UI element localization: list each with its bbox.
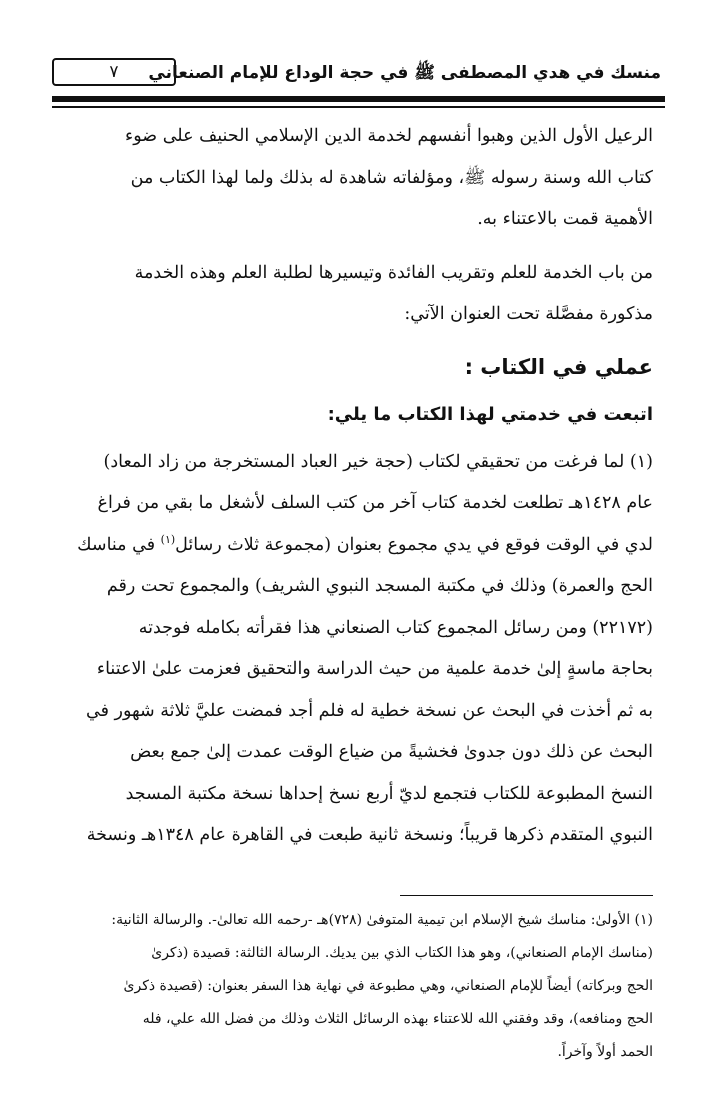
text-line: (١) لما فرغت من تحقيقي لكتاب (حجة خير العباد المستخرجة من زاد المعاد) <box>103 451 653 472</box>
work-paragraph <box>53 442 653 857</box>
text-line: (٢٢١٧٢) ومن رسائل المجموع كتاب الصنعاني هذا فقرأته بكامله فوجدته <box>138 617 653 638</box>
footnote-line: الحمد أولاً وآخراً. <box>557 1044 653 1060</box>
body-text <box>53 116 653 857</box>
footnote-line: (١) الأولىٰ: مناسك شيخ الإسلام ابن تيمية المتوفىٰ (٧٢٨)هـ -رحمه الله تعالىٰ-. والرسالة الثانية: <box>111 912 653 928</box>
text-line: عام ١٤٢٨هـ تطلعت لخدمة كتاب آخر من كتب السلف لأشغل ما بقي من فراغ <box>97 493 653 513</box>
service-paragraph <box>53 253 653 336</box>
footnote-line: (مناسك الإمام الصنعاني)، وهو هذا الكتاب الذي بين يديك. الرسالة الثالثة: قصيدة (ذكرىٰ <box>151 945 653 961</box>
footnote-reference[interactable]: (١) <box>160 532 176 546</box>
text-line: به ثم أخذت في البحث عن نسخة خطية له فلم أجد فمضت عليَّ ثلاثة شهور في <box>85 700 653 721</box>
running-header <box>44 58 661 90</box>
text-line-with-footnote <box>53 525 653 567</box>
text-line: الحج والعمرة) وذلك في مكتبة المسجد النبوي الشريف) والمجموع تحت رقم <box>106 576 653 596</box>
page-number: ٧ <box>52 58 176 86</box>
section-subheading: اتبعت في خدمتي لهذا الكتاب ما يلي: <box>327 403 653 425</box>
text-line: الرعيل الأول الذين وهبوا أنفسهم لخدمة الدين الإسلامي الحنيف على ضوء <box>125 126 653 146</box>
text-line: كتاب الله وسنة رسوله ﷺ، ومؤلفاته شاهدة له بذلك ولما لهذا الكتاب من <box>130 167 653 188</box>
text-line: بحاجة ماسةٍ إلىٰ خدمة علمية من حيث الدراسة والتحقيق فعزمت علىٰ الاعتناء <box>96 659 653 679</box>
line-text: لدي في الوقت فوقع في يدي مجموع بعنوان (مجموعة ثلاث رسائل <box>175 534 653 555</box>
footnote-line: الحج ومنافعه)، وقد وفقني الله للاعتناء بهذه الرسائل الثلاث وذلك من فضل الله علي، فله <box>142 1011 653 1027</box>
footnote <box>53 904 653 1069</box>
header-rule-thin <box>52 106 665 108</box>
text-line: البحث عن ذلك دون جدوىٰ فخشيةً من ضياع الوقت عمدت إلىٰ جمع بعض <box>130 742 653 762</box>
text-line: مذكورة مفصَّلة تحت العنوان الآتي: <box>404 304 653 324</box>
section-heading: عملي في الكتاب : <box>464 354 653 379</box>
header-title: منسك في هدي المصطفى ﷺ في حجة الوداع للإمام الصنعاني <box>148 63 661 83</box>
text-line: الأهمية قمت بالاعتناء به. <box>477 209 653 229</box>
footnote-separator <box>400 895 653 896</box>
text-line: النسخ المطبوعة للكتاب فتجمع لديّ أربع نسخ إحداها نسخة مكتبة المسجد <box>125 783 653 804</box>
footnote-line: الحج وبركاته) أيضاً للإمام الصنعاني، وهي مطبوعة في نهاية هذا السفر بعنوان: (قصيدة ذكرىٰ <box>123 978 653 994</box>
intro-paragraph <box>53 116 653 241</box>
paragraph-gap <box>53 241 653 253</box>
text-line: النبوي المتقدم ذكرها قريباً؛ ونسخة ثانية طبعت في القاهرة عام ١٣٤٨هـ ونسخة <box>86 825 653 845</box>
line-text-tail: في مناسك <box>77 534 156 555</box>
header-rule-thick <box>52 96 665 102</box>
text-line: من باب الخدمة للعلم وتقريب الفائدة وتيسيرها لطلبة العلم وهذه الخدمة <box>134 262 653 283</box>
